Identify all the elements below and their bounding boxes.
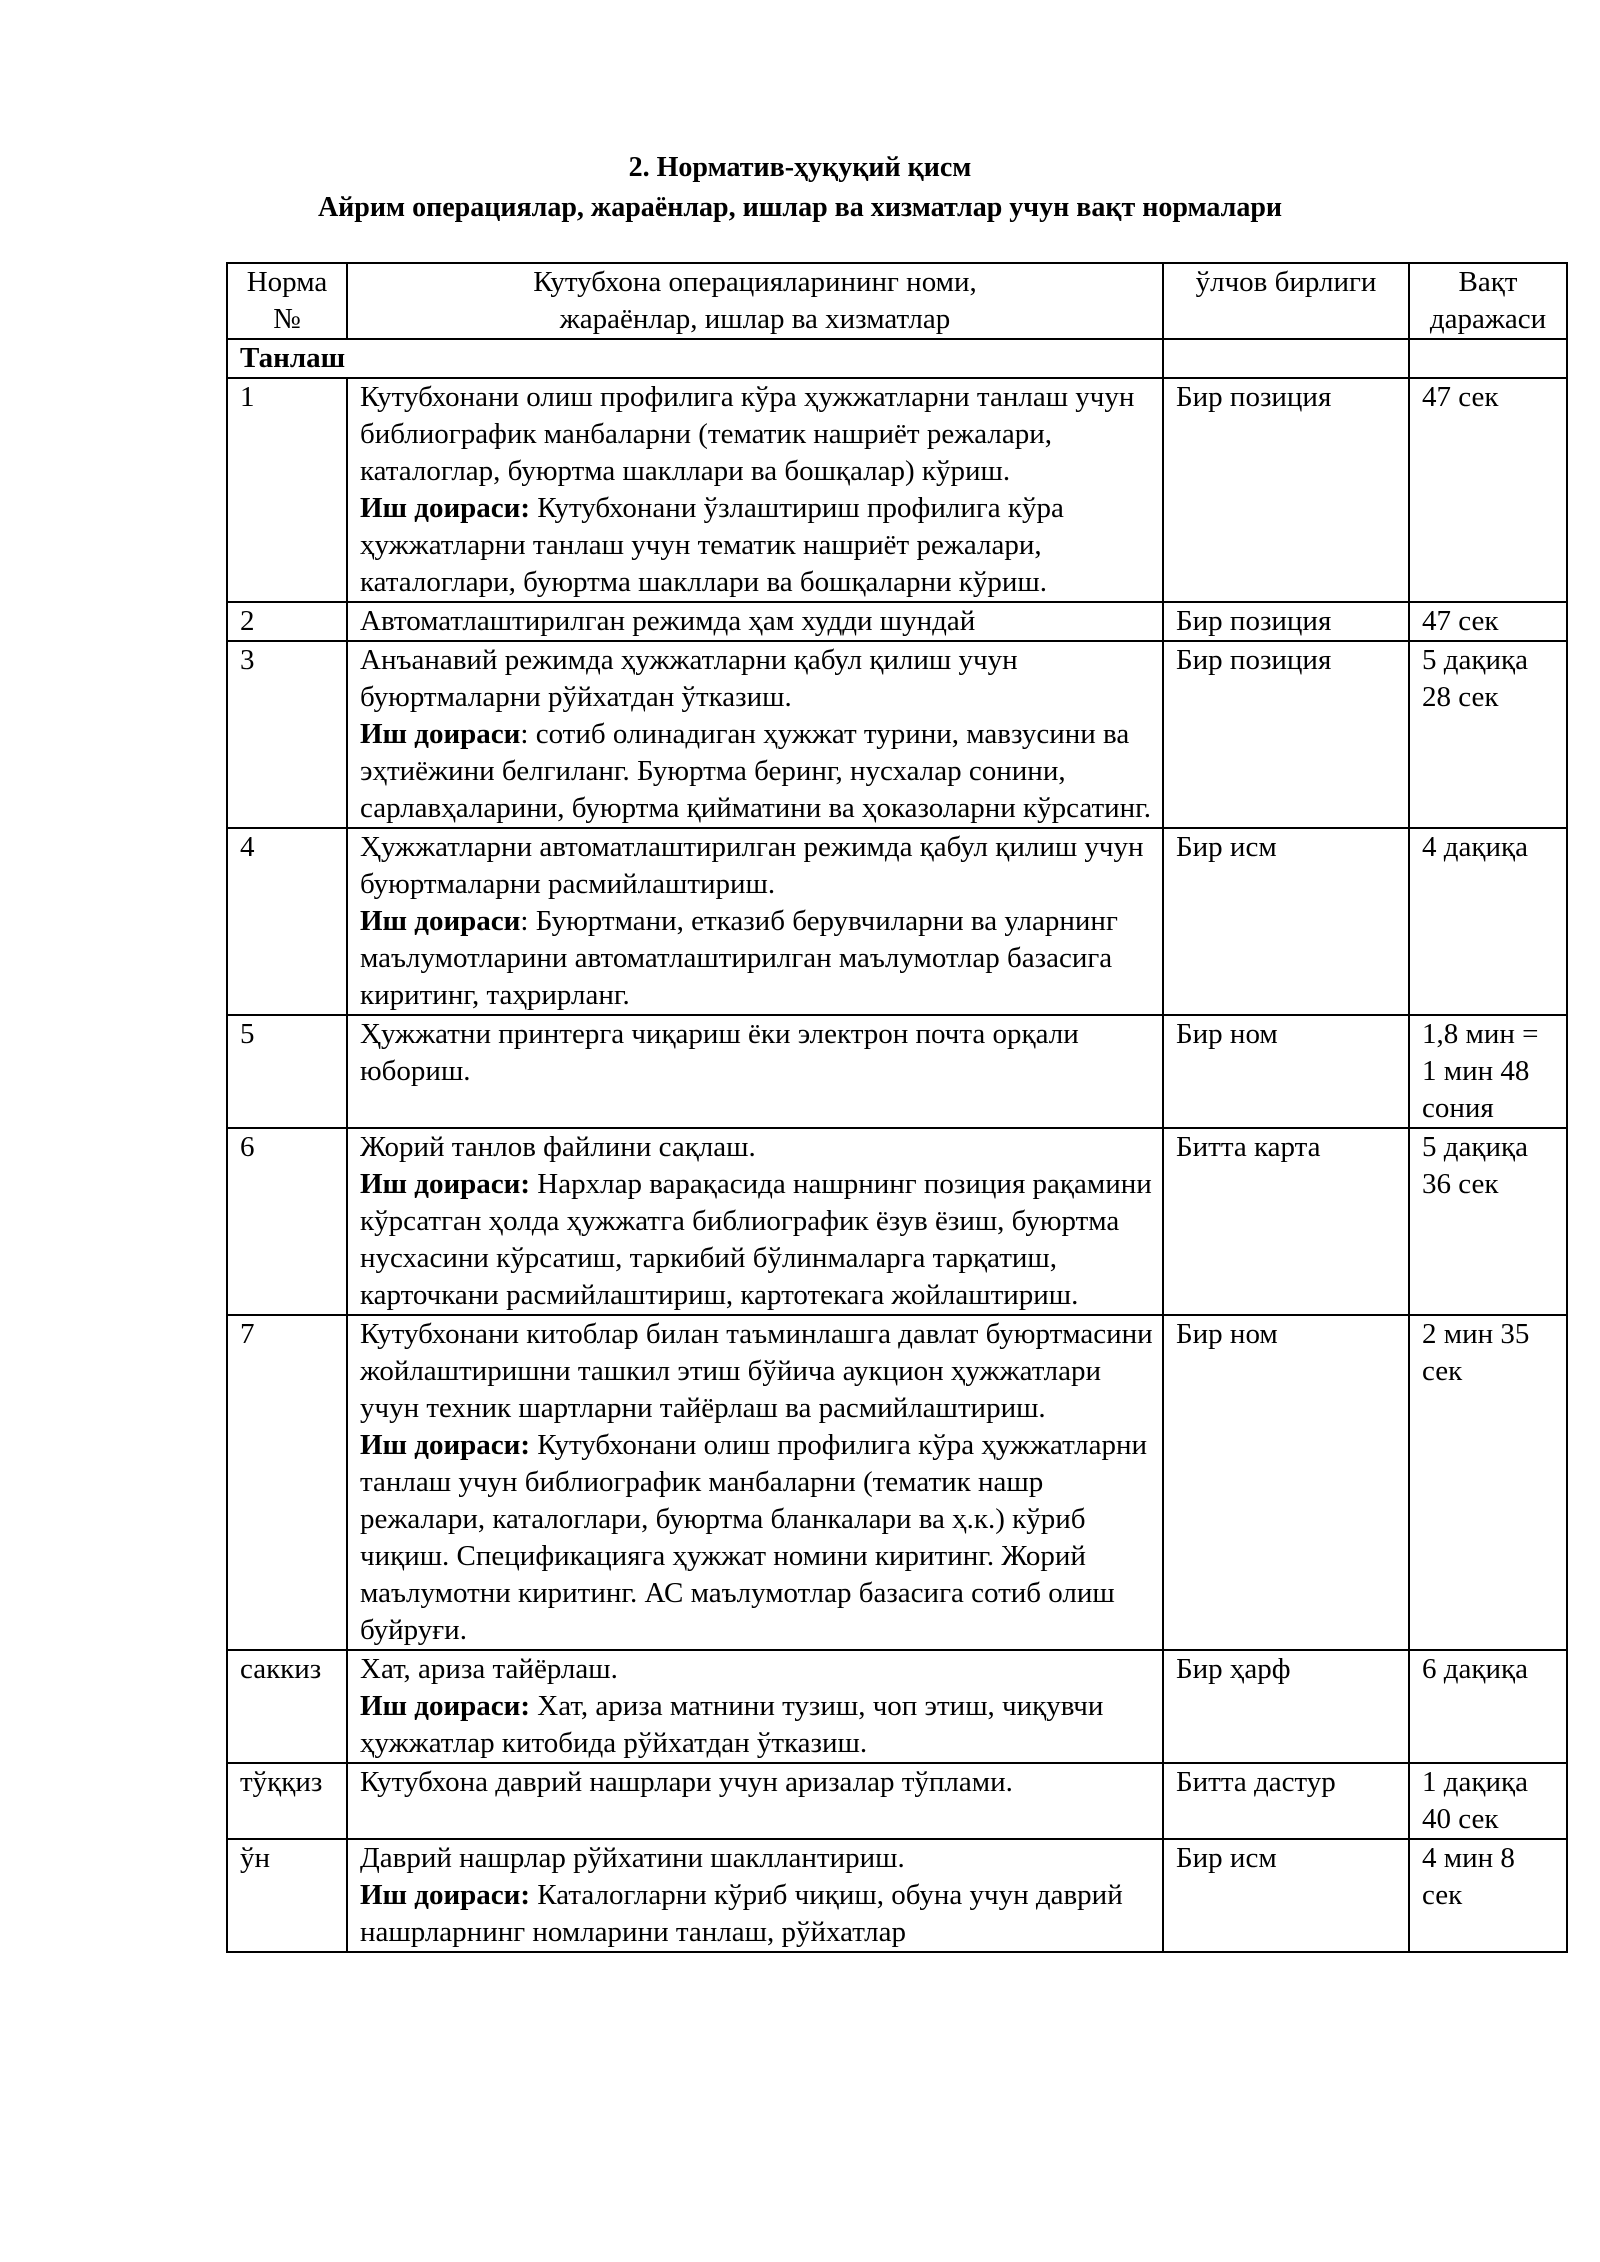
unit-cell: Бир ном	[1163, 1015, 1409, 1128]
norm-number: 3	[227, 641, 347, 828]
operation-cell	[347, 828, 1163, 1015]
norm-number: 5	[227, 1015, 347, 1128]
unit-cell: Бир ҳарф	[1163, 1650, 1409, 1763]
time-norms-table	[226, 262, 1568, 1953]
section-empty-cell	[1409, 339, 1567, 378]
work-scope: Иш доираси: Кутубхонани ўзлаштириш профилига кўра ҳужжатларни танлаш учун тематик нашриёт режалари, каталоглари, буюртма шакллари ва бошқаларни кўриш.	[360, 492, 1064, 598]
header-unit: ўлчов бирлиги	[1163, 263, 1409, 339]
table-row	[227, 641, 1567, 828]
unit-cell: Бир позиция	[1163, 378, 1409, 602]
header-norm-number: Норма №	[227, 263, 347, 339]
work-scope: Иш доираси: Кутубхонани олиш профилига кўра ҳужжатларни танлаш учун библиографик манбаларни (тематик нашр режалари, каталоглари, буюртма бланкалари ва ҳ.к.) кўриб чиқиш. Спецификацияга ҳужжат номини киритинг. Жорий маълумотни киритинг. АС маълумотлар базасига сотиб олиш буйруғи.	[360, 1429, 1147, 1646]
norm-number: тўққиз	[227, 1763, 347, 1839]
operation-name: Даврий нашрлар рўйхатини шакллантириш.	[360, 1842, 905, 1874]
time-cell: 6 дақиқа	[1409, 1650, 1567, 1763]
operation-cell	[347, 602, 1163, 641]
header-operation-name: Кутубхона операцияларининг номи, жараёнлар, ишлар ва хизматлар	[347, 263, 1163, 339]
table-row	[227, 602, 1567, 641]
operation-cell	[347, 1128, 1163, 1315]
scope-label: Иш доираси:	[360, 1690, 531, 1722]
time-cell: 2 мин 35 сек	[1409, 1315, 1567, 1650]
norm-number: саккиз	[227, 1650, 347, 1763]
norm-number: ўн	[227, 1839, 347, 1952]
scope-label: Иш доираси	[360, 905, 521, 937]
time-cell: 47 сек	[1409, 378, 1567, 602]
unit-cell: Битта карта	[1163, 1128, 1409, 1315]
table-row	[227, 1315, 1567, 1650]
work-scope: Иш доираси: Буюртмани, етказиб берувчиларни ва уларнинг маълумотларини автоматлаштирилган маълумотлар базасига киритинг, таҳрирланг.	[360, 905, 1118, 1011]
operation-name: Хат, ариза тайёрлаш.	[360, 1653, 618, 1685]
norm-number: 6	[227, 1128, 347, 1315]
operation-name: Кутубхона даврий нашрлари учун аризалар тўплами.	[360, 1766, 1013, 1798]
section-title: 2. Норматив-ҳуқуқий қисм	[628, 152, 972, 183]
section-row	[227, 339, 1567, 378]
norm-number: 7	[227, 1315, 347, 1650]
unit-cell: Бир позиция	[1163, 641, 1409, 828]
operation-name: Ҳужжатни принтерга чиқариш ёки электрон почта орқали юбориш.	[360, 1018, 1079, 1087]
operation-cell	[347, 1315, 1163, 1650]
work-scope: Иш доираси: сотиб олинадиган ҳужжат турини, мавзусини ва эҳтиёжини белгиланг. Буюртма беринг, нусхалар сонини, сарлавҳаларини, буюртма қийматини ва ҳоказоларни кўрсатинг.	[360, 718, 1152, 824]
norm-number: 2	[227, 602, 347, 641]
scope-label: Иш доираси:	[360, 492, 531, 524]
operation-cell	[347, 1763, 1163, 1839]
scope-label: Иш доираси:	[360, 1879, 531, 1911]
table-row	[227, 828, 1567, 1015]
time-cell: 47 сек	[1409, 602, 1567, 641]
operation-cell	[347, 1015, 1163, 1128]
table-row	[227, 378, 1567, 602]
operation-name: Ҳужжатларни автоматлаштирилган режимда қабул қилиш учун буюртмаларни расмийлаштириш.	[360, 831, 1144, 900]
scope-label: Иш доираси	[360, 718, 521, 750]
operation-name: Жорий танлов файлини сақлаш.	[360, 1131, 756, 1163]
unit-cell: Бир исм	[1163, 828, 1409, 1015]
table-row	[227, 1839, 1567, 1952]
time-cell: 1,8 мин = 1 мин 48 сония	[1409, 1015, 1567, 1128]
work-scope: Иш доираси: Хат, ариза матнини тузиш, чоп этиш, чиқувчи ҳужжатлар китобида рўйхатдан ўтказиш.	[360, 1690, 1104, 1759]
time-cell: 4 мин 8 сек	[1409, 1839, 1567, 1952]
document-title: Айрим операциялар, жараёнлар, ишлар ва хизматлар учун вақт нормалари	[317, 192, 1283, 223]
table-row	[227, 1650, 1567, 1763]
operation-cell	[347, 1650, 1163, 1763]
operation-name: Анъанавий режимда ҳужжатларни қабул қилиш учун буюртмаларни рўйхатдан ўтказиш.	[360, 644, 1018, 713]
scope-label: Иш доираси:	[360, 1429, 531, 1461]
table-row	[227, 1128, 1567, 1315]
scope-label: Иш доираси:	[360, 1168, 531, 1200]
operation-cell	[347, 641, 1163, 828]
work-scope: Иш доираси: Нархлар варақасида нашрнинг позиция рақамини кўрсатган ҳолда ҳужжатга библиографик ёзув ёзиш, буюртма нусхасини кўрсатиш, таркибий бўлинмаларга тарқатиш, карточкани расмийлаштириш, картотекага жойлаштириш.	[360, 1168, 1152, 1311]
operation-cell	[347, 378, 1163, 602]
time-cell: 1 дақиқа 40 сек	[1409, 1763, 1567, 1839]
unit-cell: Бир ном	[1163, 1315, 1409, 1650]
unit-cell: Бир позиция	[1163, 602, 1409, 641]
operation-name: Автоматлаштирилган режимда ҳам худди шундай	[360, 605, 976, 637]
section-empty-cell	[1163, 339, 1409, 378]
time-cell: 5 дақиқа 36 сек	[1409, 1128, 1567, 1315]
time-cell: 4 дақиқа	[1409, 828, 1567, 1015]
unit-cell: Бир исм	[1163, 1839, 1409, 1952]
operation-name: Кутубхонани олиш профилига кўра ҳужжатларни танлаш учун библиографик манбаларни (тематик нашриёт режалари, каталоглар, буюртма шакллари ва бошқалар) кўриш.	[360, 381, 1135, 487]
operation-name: Кутубхонани китоблар билан таъминлашга давлат буюртмасини жойлаштиришни ташкил этиш бўйича аукцион ҳужжатлари учун техник шартларни тайёрлаш ва расмийлаштириш.	[360, 1318, 1153, 1424]
operation-cell	[347, 1839, 1163, 1952]
unit-cell: Битта дастур	[1163, 1763, 1409, 1839]
section-label: Танлаш	[227, 339, 1163, 378]
norm-number: 4	[227, 828, 347, 1015]
time-cell: 5 дақиқа 28 сек	[1409, 641, 1567, 828]
table-row	[227, 1763, 1567, 1839]
norm-number: 1	[227, 378, 347, 602]
page-heading	[0, 148, 1600, 228]
header-time: Вақт даражаси	[1409, 263, 1567, 339]
work-scope: Иш доираси: Каталогларни кўриб чиқиш, обуна учун даврий нашрларнинг номларини танлаш, рўйхатлар	[360, 1879, 1123, 1948]
table-row	[227, 1015, 1567, 1128]
table-header-row	[227, 263, 1567, 339]
